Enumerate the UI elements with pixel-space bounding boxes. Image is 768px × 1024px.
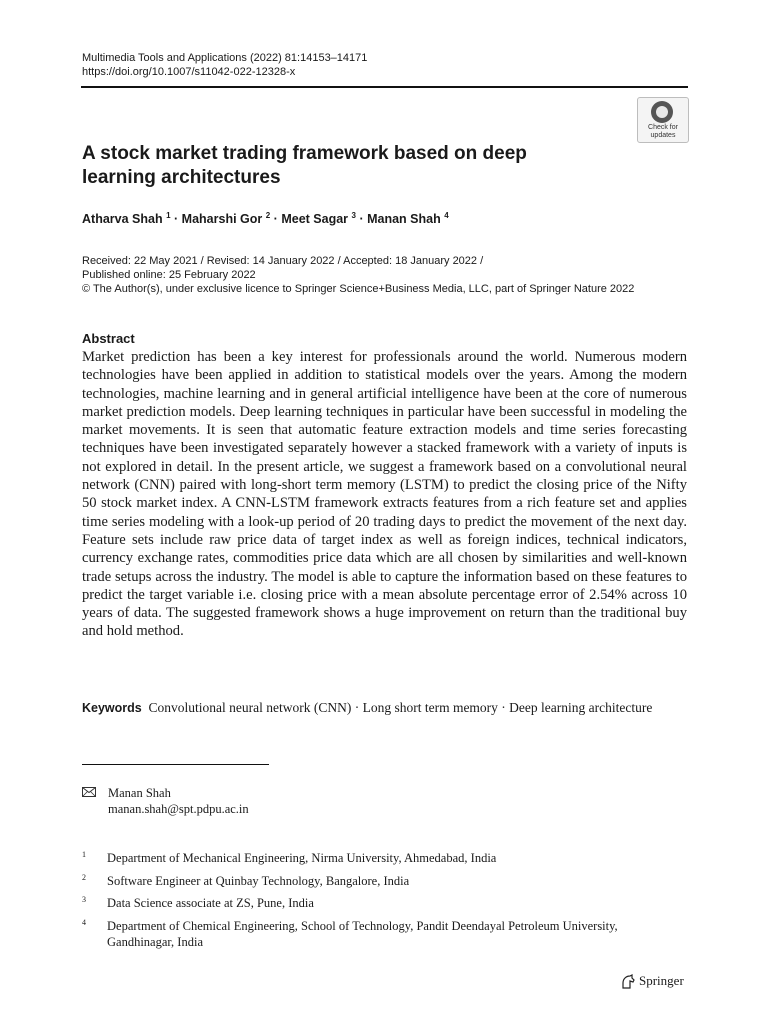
affiliation-number: 1 xyxy=(82,850,86,859)
affiliation-text: Software Engineer at Quinbay Technology, Bangalore, India xyxy=(107,874,410,888)
affiliation-4 xyxy=(82,918,682,950)
contact-name: Manan Shah xyxy=(108,786,171,800)
affiliation-2 xyxy=(82,873,682,889)
affiliation-number: 2 xyxy=(82,873,86,882)
contact-email[interactable]: manan.shah@spt.pdpu.ac.in xyxy=(108,802,249,816)
affiliation-1 xyxy=(82,850,682,866)
doi-link[interactable]: https://doi.org/10.1007/s11042-022-12328-x xyxy=(82,66,296,78)
author-name[interactable]: Atharva Shah xyxy=(82,212,163,227)
check-for-updates-badge[interactable] xyxy=(637,97,689,143)
keywords xyxy=(82,698,687,718)
abstract-heading: Abstract xyxy=(82,331,135,346)
keywords-label: Keywords xyxy=(82,701,142,715)
abstract-text: Market prediction has been a key interest for professionals around the world. Numerous modern technologies have been applied in addition to statistical models over the years. Among the modern technologies, machine learning and in general artificial intelligence have been at the core of numerous market prediction models. Deep learning techniques in particular have been successful in modeling the market movements. It is seen that automatic feature extraction models and time series forecasting techniques have been investigated separately however a stacked framework with a variety of inputs is not explored in detail. In the present article, we suggest a framework based on a convolutional neural network (CNN) paired with long-short term memory (LSTM) to predict the closing price of the Nifty 50 stock market index. A CNN-LSTM framework extracts features from a rich feature set and applies time series modeling with a look-up period of 20 trading days to predict the movement of the next day. Feature sets include raw price data of target index as well as foreign indices, technical indicators, currency exchange rates, commodities price data which are all chosen by similarities and well-known trade setups across the industry. The model is able to capture the information based on these features to predict the target variable i.e. closing price with a mean absolute percentage error of 2.54% across 10 years of data. The suggested framework shows a huge improvement on return than the traditional buy and hold method. xyxy=(82,349,687,640)
affiliation-3 xyxy=(82,895,682,911)
author-separator: · xyxy=(174,212,179,227)
dates-line-1: Received: 22 May 2021 / Revised: 14 January 2022 / Accepted: 18 January 2022 / xyxy=(82,255,484,267)
journal-citation: Multimedia Tools and Applications (2022) 81:14153–14171 xyxy=(82,52,368,64)
keywords-text: Convolutional neural network (CNN) · Long short term memory · Deep learning architecture xyxy=(148,700,653,715)
affiliation-text: Department of Mechanical Engineering, Nirma University, Ahmedabad, India xyxy=(107,851,497,865)
author-separator: · xyxy=(359,212,364,227)
envelope-icon xyxy=(82,787,96,797)
author-affil-ref: 1 xyxy=(166,211,171,220)
publisher-logo xyxy=(620,973,684,990)
author-list xyxy=(82,211,449,226)
paper-title: A stock market trading framework based on deep learning architectures xyxy=(82,143,527,188)
check-updates-icon xyxy=(651,101,673,123)
affiliation-text: Department of Chemical Engineering, School of Technology, Pandit Deendayal Petroleum University, Gandhinagar, India xyxy=(107,919,618,949)
affiliation-text: Data Science associate at ZS, Pune, India xyxy=(107,896,314,910)
author-name[interactable]: Manan Shah xyxy=(367,212,441,227)
author-affil-ref: 2 xyxy=(265,211,271,220)
journal-header xyxy=(82,51,367,79)
copyright-notice: © The Author(s), under exclusive licence to Springer Science+Business Media, LLC, part of Springer Nature 2022 xyxy=(82,283,635,295)
author-separator: · xyxy=(273,212,278,227)
author-name[interactable]: Meet Sagar xyxy=(281,212,349,227)
footnote-rule xyxy=(82,764,269,765)
header-rule xyxy=(81,86,688,88)
affiliation-number: 4 xyxy=(82,918,86,927)
publisher-name: Springer xyxy=(639,973,684,988)
publication-dates xyxy=(82,254,692,296)
affiliation-number: 3 xyxy=(82,895,86,904)
dates-line-2: Published online: 25 February 2022 xyxy=(82,269,256,281)
badge-line-1: Check for xyxy=(648,124,678,131)
author-name[interactable]: Maharshi Gor xyxy=(181,212,263,227)
badge-line-2: updates xyxy=(650,132,676,139)
springer-horse-icon xyxy=(620,974,636,990)
author-affil-ref: 3 xyxy=(351,211,356,220)
author-affil-ref: 4 xyxy=(444,211,449,220)
